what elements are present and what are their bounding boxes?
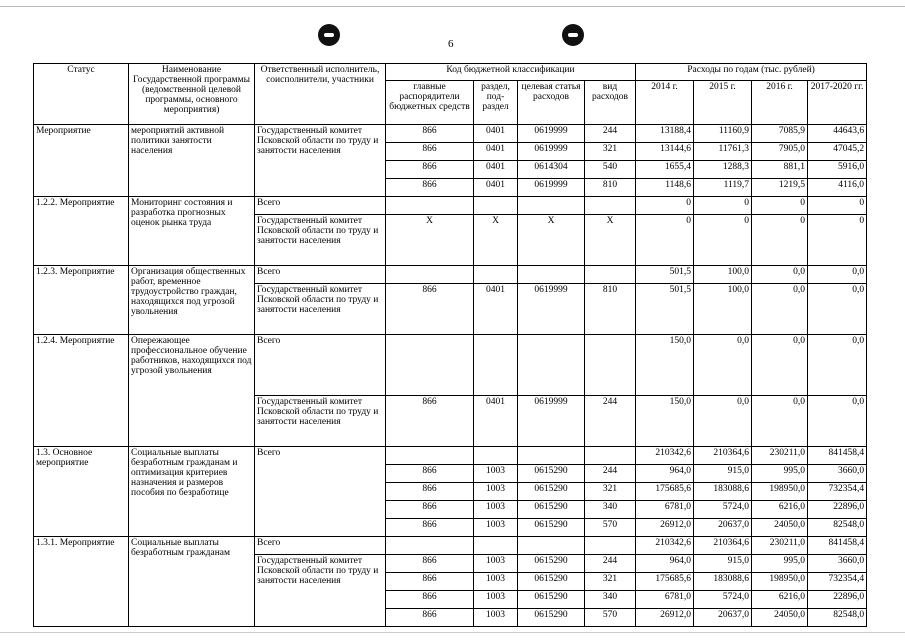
cell-target: 0615290 (518, 555, 585, 573)
cell-y2015: 210364,6 (694, 537, 752, 555)
cell-y2014: 13188,4 (636, 125, 694, 143)
cell-sec: 0401 (474, 284, 518, 335)
cell-sec: 1003 (474, 555, 518, 573)
cell-target: 0615290 (518, 573, 585, 591)
cell-type: 810 (585, 179, 636, 197)
cell-y2016: 0 (752, 215, 808, 266)
row-name: Организация общественных работ, временное трудоустройство граждан, находящихся под угрозой увольнения (129, 266, 255, 335)
header-target: целевая статья расходов (518, 81, 585, 125)
cell-y2017: 3660,0 (808, 555, 867, 573)
row-responsible: Государственный комитет Псковской области по труду и занятости населения (255, 555, 386, 627)
cell-y2015: 1119,7 (694, 179, 752, 197)
cell-y2014: 6781,0 (636, 591, 694, 609)
header-budget-code: Код бюджетной классификации (386, 64, 636, 81)
cell-sec: 1003 (474, 573, 518, 591)
header-grbs: главные распорядители бюджетных средств (386, 81, 474, 125)
header-2014: 2014 г. (636, 81, 694, 125)
cell-y2016: 198950,0 (752, 483, 808, 501)
cell-y2014: 964,0 (636, 465, 694, 483)
cell-type: 321 (585, 573, 636, 591)
cell-y2016: 198950,0 (752, 573, 808, 591)
cell-target (518, 197, 585, 215)
cell-target: 0615290 (518, 501, 585, 519)
cell-y2016: 0 (752, 197, 808, 215)
row-name: мероприятий активной политики занятости населения (129, 125, 255, 197)
cell-type: 810 (585, 284, 636, 335)
cell-target: X (518, 215, 585, 266)
cell-grbs (386, 447, 474, 465)
cell-grbs: 866 (386, 573, 474, 591)
cell-y2017: 44643,6 (808, 125, 867, 143)
page-number: 6 (448, 38, 454, 50)
header-responsible: Ответственный исполнитель, соисполнители, участники (255, 64, 386, 125)
header-expenses: Расходы по годам (тыс. рублей) (636, 64, 867, 81)
scan-bottom-line (0, 632, 905, 633)
row-name: Социальные выплаты безработным гражданам (129, 537, 255, 627)
cell-type: X (585, 215, 636, 266)
cell-y2015: 1288,3 (694, 161, 752, 179)
cell-y2016: 995,0 (752, 465, 808, 483)
row-name: Опережающее профессиональное обучение работников, находящихся под угрозой увольнения (129, 335, 255, 447)
header-2017-2020: 2017-2020 гг. (808, 81, 867, 125)
cell-y2016: 0,0 (752, 335, 808, 396)
cell-y2017: 0,0 (808, 266, 867, 284)
table-body (34, 64, 867, 627)
cell-target: 0614304 (518, 161, 585, 179)
cell-y2017: 82548,0 (808, 609, 867, 627)
header-status: Статус (34, 64, 129, 125)
cell-grbs (386, 266, 474, 284)
cell-grbs: 866 (386, 396, 474, 447)
row-responsible: Государственный комитет Псковской области по труду и занятости населения (255, 125, 386, 197)
cell-y2017: 732354,4 (808, 483, 867, 501)
cell-sec: 0401 (474, 143, 518, 161)
table-row (34, 266, 867, 284)
cell-target (518, 537, 585, 555)
cell-y2015: 0 (694, 215, 752, 266)
table-row (34, 125, 867, 143)
punch-hole-left (318, 24, 340, 46)
cell-y2017: 841458,4 (808, 447, 867, 465)
cell-y2015: 11160,9 (694, 125, 752, 143)
cell-grbs: 866 (386, 519, 474, 537)
cell-y2017: 841458,4 (808, 537, 867, 555)
cell-target: 0619999 (518, 179, 585, 197)
header-name: Наименование Государственной программы (ведомственной целевой программы, основного мероприятия) (129, 64, 255, 125)
cell-y2014: 175685,6 (636, 573, 694, 591)
cell-sec (474, 335, 518, 396)
cell-grbs (386, 197, 474, 215)
cell-y2015: 20637,0 (694, 609, 752, 627)
cell-target: 0615290 (518, 483, 585, 501)
cell-y2016: 230211,0 (752, 537, 808, 555)
cell-y2017: 0,0 (808, 335, 867, 396)
cell-y2014: 210342,6 (636, 447, 694, 465)
cell-y2017: 5916,0 (808, 161, 867, 179)
cell-y2016: 0,0 (752, 266, 808, 284)
row-responsible: Всего (255, 447, 386, 537)
cell-sec: 1003 (474, 591, 518, 609)
cell-y2016: 6216,0 (752, 501, 808, 519)
cell-type: 340 (585, 501, 636, 519)
cell-sec: 1003 (474, 609, 518, 627)
cell-sec (474, 266, 518, 284)
cell-y2014: 6781,0 (636, 501, 694, 519)
row-status: 1.2.4. Мероприятие (34, 335, 129, 447)
cell-sec: X (474, 215, 518, 266)
cell-y2015: 100,0 (694, 266, 752, 284)
row-responsible: Государственный комитет Псковской области по труду и занятости населения (255, 215, 386, 266)
cell-sec: 1003 (474, 519, 518, 537)
cell-y2017: 0,0 (808, 284, 867, 335)
cell-y2016: 1219,5 (752, 179, 808, 197)
cell-y2014: 150,0 (636, 335, 694, 396)
cell-y2015: 210364,6 (694, 447, 752, 465)
row-responsible: Всего (255, 266, 386, 284)
table-row (34, 335, 867, 396)
header-2015: 2015 г. (694, 81, 752, 125)
cell-sec: 0401 (474, 161, 518, 179)
cell-y2017: 4116,0 (808, 179, 867, 197)
cell-sec: 1003 (474, 465, 518, 483)
header-2016: 2016 г. (752, 81, 808, 125)
cell-y2016: 881,1 (752, 161, 808, 179)
cell-type (585, 447, 636, 465)
budget-table (33, 63, 867, 627)
cell-y2015: 5724,0 (694, 501, 752, 519)
cell-y2016: 230211,0 (752, 447, 808, 465)
cell-y2016: 7085,9 (752, 125, 808, 143)
cell-grbs: 866 (386, 161, 474, 179)
cell-y2017: 0 (808, 215, 867, 266)
cell-y2014: 175685,6 (636, 483, 694, 501)
cell-y2014: 26912,0 (636, 609, 694, 627)
cell-y2017: 732354,4 (808, 573, 867, 591)
cell-sec (474, 447, 518, 465)
scan-top-line (0, 6, 905, 7)
header-section: раздел, под-раздел (474, 81, 518, 125)
cell-type: 570 (585, 519, 636, 537)
table-row (34, 537, 867, 555)
cell-target: 0619999 (518, 125, 585, 143)
cell-type (585, 266, 636, 284)
cell-y2016: 24050,0 (752, 519, 808, 537)
cell-grbs: 866 (386, 591, 474, 609)
cell-y2015: 0,0 (694, 396, 752, 447)
cell-type: 570 (585, 609, 636, 627)
cell-target: 0619999 (518, 143, 585, 161)
cell-grbs: 866 (386, 501, 474, 519)
cell-y2015: 20637,0 (694, 519, 752, 537)
cell-y2016: 7905,0 (752, 143, 808, 161)
cell-y2015: 0 (694, 197, 752, 215)
cell-type: 244 (585, 465, 636, 483)
cell-y2017: 82548,0 (808, 519, 867, 537)
cell-y2014: 0 (636, 215, 694, 266)
cell-y2015: 183088,6 (694, 573, 752, 591)
cell-target (518, 447, 585, 465)
cell-y2015: 915,0 (694, 555, 752, 573)
cell-y2016: 24050,0 (752, 609, 808, 627)
cell-y2015: 100,0 (694, 284, 752, 335)
cell-target: 0615290 (518, 609, 585, 627)
cell-y2014: 964,0 (636, 555, 694, 573)
cell-target (518, 266, 585, 284)
row-status: Мероприятие (34, 125, 129, 197)
cell-type: 244 (585, 396, 636, 447)
table-row (34, 197, 867, 215)
cell-y2017: 22896,0 (808, 591, 867, 609)
cell-y2014: 1655,4 (636, 161, 694, 179)
row-responsible: Государственный комитет Псковской области по труду и занятости населения (255, 396, 386, 447)
row-responsible: Государственный комитет Псковской области по труду и занятости населения (255, 284, 386, 335)
row-status: 1.2.3. Мероприятие (34, 266, 129, 335)
row-name: Мониторинг состояния и разработка прогнозных оценок рынка труда (129, 197, 255, 266)
cell-target: 0615290 (518, 519, 585, 537)
cell-type (585, 537, 636, 555)
cell-type: 540 (585, 161, 636, 179)
cell-sec: 0401 (474, 396, 518, 447)
row-responsible: Всего (255, 335, 386, 396)
cell-grbs: 866 (386, 125, 474, 143)
cell-type (585, 335, 636, 396)
cell-grbs: 866 (386, 179, 474, 197)
cell-sec: 0401 (474, 179, 518, 197)
cell-grbs: 866 (386, 284, 474, 335)
cell-sec (474, 197, 518, 215)
cell-y2014: 210342,6 (636, 537, 694, 555)
row-name: Социальные выплаты безработным гражданам и оптимизация критериев назначения и размеров пособия по безработице (129, 447, 255, 537)
cell-y2016: 0,0 (752, 284, 808, 335)
header-row-1 (34, 64, 867, 81)
cell-target: 0619999 (518, 396, 585, 447)
cell-y2015: 183088,6 (694, 483, 752, 501)
cell-y2015: 5724,0 (694, 591, 752, 609)
header-type: вид расходов (585, 81, 636, 125)
cell-target: 0615290 (518, 465, 585, 483)
cell-y2014: 13144,6 (636, 143, 694, 161)
cell-grbs: 866 (386, 483, 474, 501)
cell-y2016: 6216,0 (752, 591, 808, 609)
cell-y2017: 0,0 (808, 396, 867, 447)
cell-type (585, 197, 636, 215)
cell-grbs: X (386, 215, 474, 266)
table-row (34, 447, 867, 465)
cell-y2016: 0,0 (752, 396, 808, 447)
cell-y2015: 0,0 (694, 335, 752, 396)
cell-grbs: 866 (386, 465, 474, 483)
cell-sec (474, 537, 518, 555)
cell-grbs: 866 (386, 143, 474, 161)
row-status: 1.2.2. Мероприятие (34, 197, 129, 266)
row-status: 1.3.1. Мероприятие (34, 537, 129, 627)
cell-type: 244 (585, 555, 636, 573)
cell-y2016: 995,0 (752, 555, 808, 573)
cell-y2015: 11761,3 (694, 143, 752, 161)
cell-target (518, 335, 585, 396)
cell-y2017: 22896,0 (808, 501, 867, 519)
cell-y2015: 915,0 (694, 465, 752, 483)
cell-y2017: 47045,2 (808, 143, 867, 161)
cell-grbs (386, 537, 474, 555)
cell-type: 244 (585, 125, 636, 143)
cell-sec: 0401 (474, 125, 518, 143)
cell-sec: 1003 (474, 501, 518, 519)
cell-type: 340 (585, 591, 636, 609)
cell-grbs (386, 335, 474, 396)
cell-y2014: 150,0 (636, 396, 694, 447)
cell-y2017: 0 (808, 197, 867, 215)
row-responsible: Всего (255, 537, 386, 555)
cell-y2014: 501,5 (636, 284, 694, 335)
cell-type: 321 (585, 143, 636, 161)
cell-sec: 1003 (474, 483, 518, 501)
cell-y2017: 3660,0 (808, 465, 867, 483)
cell-type: 321 (585, 483, 636, 501)
punch-hole-right (562, 24, 584, 46)
cell-y2014: 1148,6 (636, 179, 694, 197)
cell-grbs: 866 (386, 555, 474, 573)
cell-y2014: 501,5 (636, 266, 694, 284)
cell-target: 0615290 (518, 591, 585, 609)
cell-y2014: 0 (636, 197, 694, 215)
cell-y2014: 26912,0 (636, 519, 694, 537)
cell-grbs: 866 (386, 609, 474, 627)
row-status: 1.3. Основное мероприятие (34, 447, 129, 537)
row-responsible: Всего (255, 197, 386, 215)
cell-target: 0619999 (518, 284, 585, 335)
